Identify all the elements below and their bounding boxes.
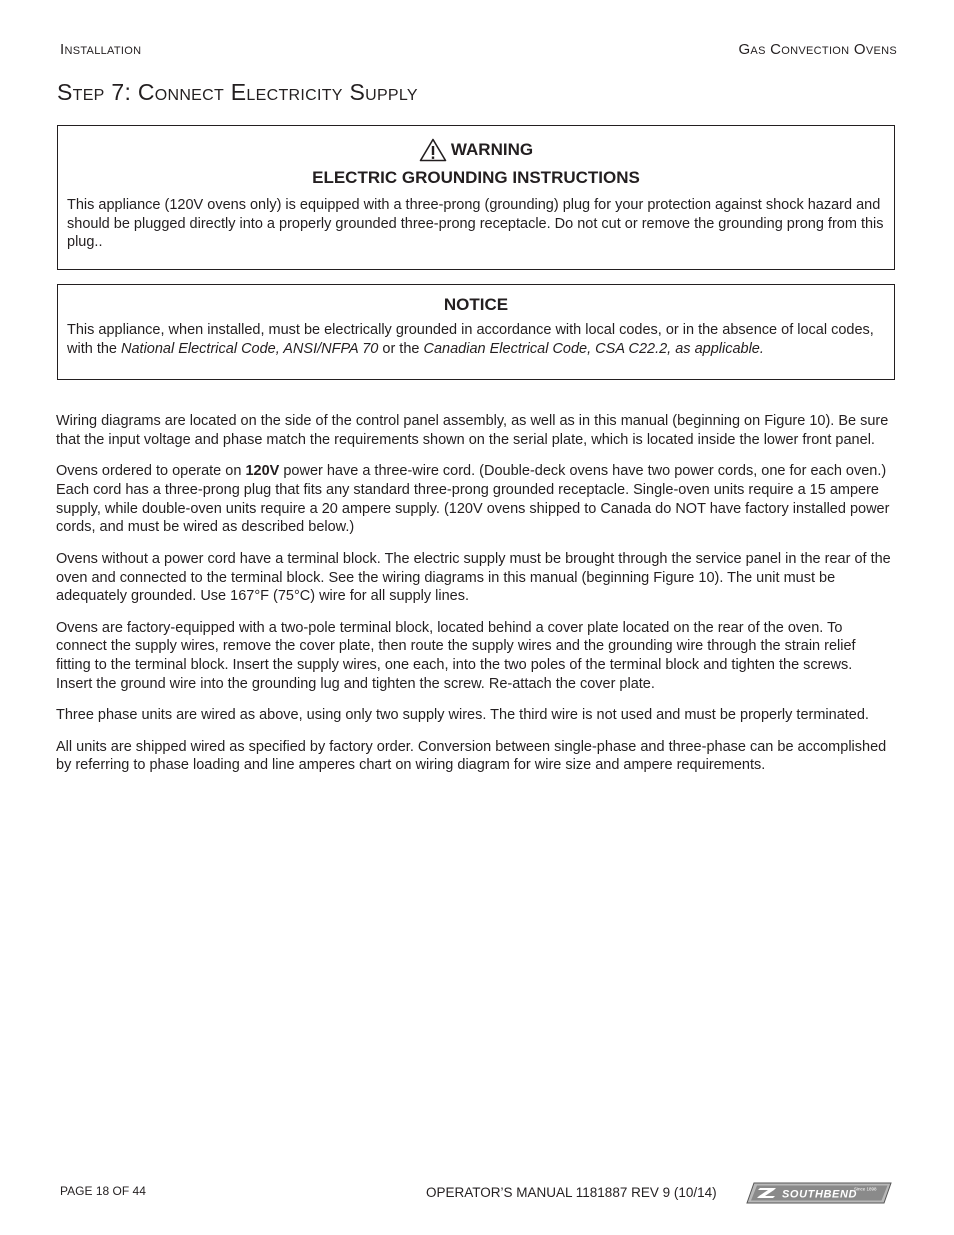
warning-triangle-icon xyxy=(419,138,447,162)
header-section-label: Installation xyxy=(60,41,142,58)
paragraph-120v-cords xyxy=(56,462,892,537)
notice-text xyxy=(67,321,885,358)
paragraph-wiring-diagrams: Wiring diagrams are located on the side of the control panel assembly, as well as in this manual (beginning on Figure 10). Be sure that the input voltage and phase match the requirements shown on the serial plate, which is located inside the lower front panel. xyxy=(56,413,889,448)
paragraph-text: power have a three-wire cord. (Double-deck ovens have two power cords, one for each oven.) Each cord has a three-prong plug that fits any standard three-prong grounded receptacle. Single-oven units require a 15 ampere supply, while double-oven units require a 20 ampere supply. (120V ovens shipped to Canada do NOT have factory installed power cords, and must be wired as described below.) xyxy=(56,463,890,536)
svg-text:Since 1898: Since 1898 xyxy=(854,1186,877,1192)
warning-box xyxy=(57,125,895,270)
page-title: Step 7: Connect Electricity Supply xyxy=(57,79,418,105)
warning-text: This appliance (120V ovens only) is equipped with a three-prong (grounding) plug for your protection against shock hazard and should be plugged directly into a properly grounded three-prong receptacle. Do not cut or remove the grounding prong from this plug.. xyxy=(67,197,884,250)
notice-heading: NOTICE xyxy=(443,295,509,314)
page-prefix: PAGE xyxy=(60,1184,93,1198)
body-text xyxy=(56,412,892,788)
paragraph-three-phase: Three phase units are wired as above, using only two supply wires. The third wire is not used and must be properly terminated. xyxy=(56,707,869,724)
notice-text-part: This appliance, when installed, must be electrically grounded in accordance with local codes, or in the absence of local codes, with the xyxy=(67,322,874,357)
voltage-emphasis: 120V xyxy=(245,463,280,480)
page-total: OF 44 xyxy=(112,1184,146,1198)
svg-text:SOUTHBEND: SOUTHBEND xyxy=(782,1188,858,1201)
paragraph-conversion: All units are shipped wired as specified by factory order. Conversion between single-phase and three-phase can be accomplished by referring to phase loading and line amperes chart on wiring diagram for wire size and ampere requirements. xyxy=(56,738,887,774)
warning-label: WARNING xyxy=(450,140,534,159)
notice-box xyxy=(57,284,895,380)
warning-subheading: ELECTRIC GROUNDING INSTRUCTIONS xyxy=(312,168,640,187)
manual-reference: OPERATOR’S MANUAL 1181887 REV 9 (10/14) xyxy=(426,1185,717,1200)
page-number-label xyxy=(60,1184,146,1198)
southbend-logo xyxy=(746,1182,892,1204)
page-number: 18 xyxy=(95,1184,110,1198)
notice-nec-reference: National Electrical Code, ANSI/NFPA 70 xyxy=(121,340,379,357)
warning-heading xyxy=(67,138,885,162)
notice-csa-reference: Canadian Electrical Code, CSA C22.2, as applicable. xyxy=(423,340,764,357)
paragraph-terminal-block: Ovens without a power cord have a terminal block. The electric supply must be brought through the service panel in the rear of the oven and connected to the terminal block. See the wiring diagrams in this manual (beginning Figure 10). The unit must be adequately grounded. Use 167°F (75°C) wire for all supply lines. xyxy=(56,550,891,605)
notice-text-part: or the xyxy=(378,340,424,357)
header-product-label: Gas Convection Ovens xyxy=(738,41,897,58)
paragraph-text: Ovens ordered to operate on xyxy=(56,463,246,480)
paragraph-two-pole-block: Ovens are factory-equipped with a two-pole terminal block, located behind a cover plate located on the rear of the oven. To connect the supply wires, remove the cover plate, then route the supply wires and the grounding wire through the strain relief fitting to the terminal block. Insert the supply wires, one each, into the two poles of the terminal block and tighten the screws. Insert the ground wire into the grounding lug and tighten the screw. Re-attach the cover plate. xyxy=(56,619,856,693)
